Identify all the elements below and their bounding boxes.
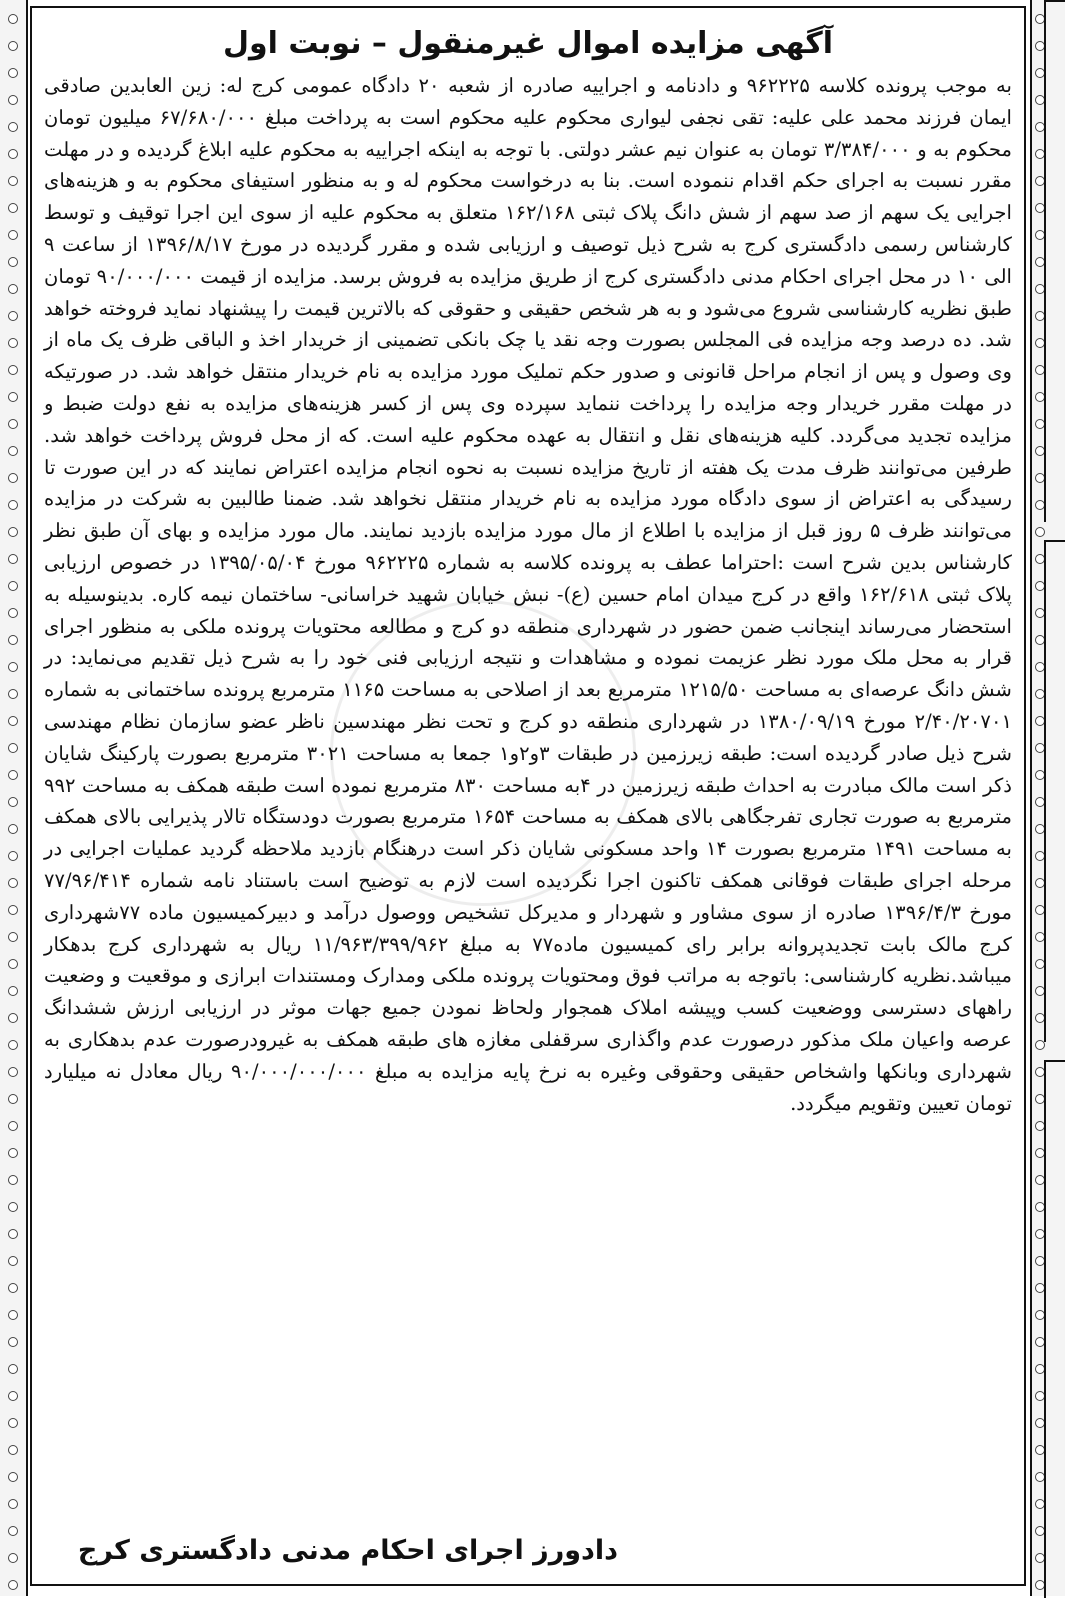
perforation-hole [8,1418,18,1428]
perforation-hole [8,1040,18,1050]
perforation-hole [8,716,18,726]
perforation-hole [8,203,18,213]
perforation-hole [1035,527,1045,537]
perforation-hole [8,149,18,159]
perforation-hole [8,1175,18,1185]
perforation-hole [8,1337,18,1347]
perforation-hole [8,689,18,699]
perforation-hole [8,95,18,105]
perforation-hole [8,770,18,780]
perforation-hole [8,1391,18,1401]
perforation-hole [8,851,18,861]
perforation-hole [8,500,18,510]
perforation-hole [8,68,18,78]
perforation-hole [8,230,18,240]
perforation-hole [8,1148,18,1158]
perforation-hole [8,797,18,807]
perforation-hole [8,986,18,996]
perforation-hole [8,1364,18,1374]
perforation-hole [8,176,18,186]
perforation-hole [8,1580,18,1590]
perforation-hole [8,392,18,402]
perforation-hole [8,662,18,672]
notice-title: آگهی مزایده اموال غیرمنقول – نوبت اول [222,26,834,61]
perforation-hole [8,1472,18,1482]
perforation-hole [8,1553,18,1563]
perforation-hole [8,1202,18,1212]
adjacent-column-edge [1044,0,1065,522]
perforation-hole [8,257,18,267]
perforation-hole [8,284,18,294]
auction-notice [38,24,1018,1564]
perforation-hole [8,932,18,942]
perforation-hole [8,473,18,483]
notice-body: به موجب پرونده کلاسه ۹۶۲۲۲۵ و دادنامه و اجراییه صادره از شعبه ۲۰ دادگاه عمومی کرج له: زین العابدین صادقی ایمان فرزند محمد علی علیه: تقی نجفی لیواری محکوم علیه محکوم است به پرداخت مبلغ ۶۷/۶۸۰/۰۰۰ میلیون تومان محکوم به و ۳/۳۸۴/۰۰۰ تومان به عنوان نیم عشر دولتی. با توجه به اینکه اجراییه به محکوم علیه ابلاغ گردیده و در مهلت مقرر نسبت به اجرای حکم اقدام ننموده است. بنا به درخواست محکوم له و به منظور استیفای محکوم به و هزینه‌های اجرایی یک سهم از صد سهم از شش دانگ پلاک ثبتی ۱۶۲/۱۶۸ متعلق به محکوم علیه از سوی این اجرا توقیف و توسط کارشناس رسمی دادگستری کرج به شرح ذیل توصیف و ارزیابی شده و مقرر گردیده در مورخ ۱۳۹۶/۸/۱۷ از ساعت ۹ الی ۱۰ در محل اجرای احکام مدنی دادگستری کرج از طریق مزایده به فروش برسد. مزایده از قیمت ۹۰/۰۰۰/۰۰۰ تومان طبق نظریه کارشناسی شروع می‌شود و به هر شخص حقیقی و حقوقی که بالاترین قیمت را پیشنهاد نماید فروخته خواهد شد. ده درصد وجه مزایده فی المجلس بصورت وجه نقد یا چک بانکی تضمینی از خریدار اخذ و الباقی ظرف یک ماه از وی وصول و پس از انجام مراحل قانونی و صدور حکم تملیک مورد مزایده به نام خریدار منتقل خواهد شد. در صورتیکه در مهلت مقرر خریدار وجه مزایده را پرداخت ننماید سپرده وی پس از کسر هزینه‌های مزایده به نفع دولت ضبط و مزایده تجدید می‌گردد. کلیه هزینه‌های نقل و انتقال به عهده محکوم علیه است. که از محل فروش پرداخت خواهد شد. طرفین می‌توانند ظرف مدت یک هفته از تاریخ مزایده نسبت به نحوه انجام مزایده اعتراض نمایند که در این صورت تا رسیدگی به اعتراض از سوی دادگاه مورد مزایده به نام خریدار منتقل نخواهد شد. ضمنا طالبین به شرکت در مزایده می‌توانند ظرف ۵ روز قبل از مزایده با اطلاع از مال مورد مزایده بازدید نمایند. مال مورد مزایده و بهای آن طبق نظر کارشناس بدین شرح است :احتراما عطف به پرونده کلاسه به شماره ۹۶۲۲۲۵ مورخ ۱۳۹۵/۰۵/۰۴ در خصوص ارزیابی پلاک ثبتی ۱۶۲/۶۱۸ واقع در کرج میدان امام حسین (ع)- نبش خیابان شهید خراسانی- ساختمان نیمه کاره. بدینوسیله به استحضار می‌رساند اینجانب ضمن حضور در شهرداری منطقه دو کرج و مطالعه محتویات پرونده ملکی به منظور اجرای قرار به محل ملک مورد نظر عزیمت نموده و مشاهدات و نتیجه ارزیابی فنی خود را به شرح ذیل تقدیم می‌نماید: در شش دانگ عرصه‌ای به مساحت ۱۲۱۵/۵۰ مترمربع بعد از اصلاحی به مساحت ۱۱۶۵ مترمربع پرونده ساختمانی به شماره ۲/۴۰/۲۰۷۰۱ مورخ ۱۳۸۰/۰۹/۱۹ در شهرداری منطقه دو کرج و تحت نظر مهندسین ناظر عضو سازمان نظام مهندسی شرح ذیل صادر گردیده است: طبقه زیرزمین در طبقات ۳و۲و۱ جمعا به مساحت ۳۰۲۱ مترمربع بصورت پارکینگ شایان ذکر است مالک مبادرت به احداث طبقه زیرزمین در ۴به مساحت ۸۳۰ مترمربع نموده است طبقه همکف به مساحت ۹۹۲ مترمربع به صورت تجاری تفرجگاهی بالای همکف به مساحت ۱۶۵۴ مترمربع بصورت دودستگاه تالار پذیرایی بالای همکف به مساحت ۱۴۹۱ مترمربع بصورت ۱۴ واحد مسکونی شایان ذکر است درهنگام بازدید ملاحظه گردید عملیات اجرایی در مرحله اجرای طبقات فوقانی همکف تاکنون اجرا نگردیده است لازم به توضیح است باستناد نامه شماره ۷۷/۹۶/۴۱۴ مورخ ۱۳۹۶/۴/۳ صادره از سوی مشاور و شهردار و مدیرکل تشخیص ووصول درآمد و دبیرکمیسیون ماده ۷۷شهرداری کرج مالک بابت تجدیدپروانه برابر رای کمیسیون ماده۷۷ به مبلغ ۱۱/۹۶۳/۳۹۹/۹۶۲ ریال به شهرداری کرج بدهکار میباشد.نظریه کارشناسی: باتوجه به مراتب فوق ومحتویات پرونده ملکی ومدارک ومستندات ابرازی و موقعیت و وضعیت راههای دسترسی ووضعیت کسب وپیشه املاک همجوار ولحاظ نمودن جمیع جهات موثر در ارزیابی ارزش ششدانگ عرصه واعیان ملک مذکور درصورت عدم واگذاری سرقفلی مغازه های طبقه همکف به غیرودرصورت عدم بدهکاری به شهرداری وبانکها واشخاص حقیقی وحقوقی وغیره به نرخ پایه مزایده به مبلغ ۹۰/۰۰۰/۰۰۰/۰۰۰ ریال معادل نه میلیارد تومان تعیین وتقویم میگردد. [44,74,1013,1115]
perforation-hole [8,1499,18,1509]
left-perforation-strip [0,0,28,1596]
perforation-hole [8,1526,18,1536]
perforation-hole [8,41,18,51]
perforation-hole [8,1445,18,1455]
perforation-hole [8,1310,18,1320]
perforation-hole [8,122,18,132]
perforation-hole [8,1094,18,1104]
perforation-hole [8,446,18,456]
perforation-hole [8,1067,18,1077]
perforation-hole [8,959,18,969]
perforation-hole [8,608,18,618]
perforation-hole [8,527,18,537]
perforation-hole [8,1121,18,1131]
perforation-hole [8,635,18,645]
signature-line: دادورز اجرای احکام مدنی دادگستری کرج [77,1535,618,1566]
adjacent-column-edge [1044,1060,1065,1598]
perforation-hole [8,1256,18,1266]
perforation-hole [8,878,18,888]
perforation-hole [8,905,18,915]
perforation-hole [8,365,18,375]
perforation-hole [8,1013,18,1023]
adjacent-column-edge [1044,540,1065,1042]
perforation-hole [8,14,18,24]
perforation-hole [8,311,18,321]
perforation-hole [8,1229,18,1239]
perforation-hole [8,824,18,834]
perforation-hole [8,554,18,564]
perforation-hole [8,338,18,348]
perforation-hole [8,581,18,591]
perforation-hole [8,419,18,429]
perforation-hole [8,743,18,753]
perforation-hole [8,1283,18,1293]
